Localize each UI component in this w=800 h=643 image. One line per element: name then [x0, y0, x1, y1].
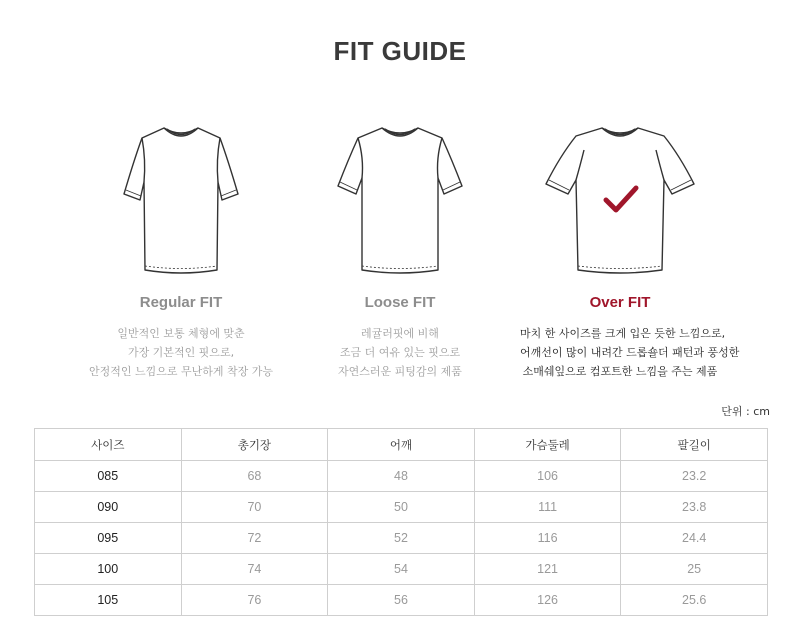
- fit-over: [520, 120, 740, 381]
- fit-desc-line: 자연스러운 피팅감의 제품: [338, 365, 462, 378]
- cell-chest: 116: [474, 523, 621, 554]
- fit-desc-loose: [300, 324, 500, 381]
- fit-desc-line: 가장 기본적인 핏으로,: [127, 346, 235, 359]
- cell-shoulder: 56: [328, 585, 475, 616]
- cell-length: 70: [181, 492, 328, 523]
- cell-length: 72: [181, 523, 328, 554]
- regular-tshirt-icon: [116, 120, 246, 280]
- unit-label: 단위 : cm: [721, 405, 770, 418]
- over-tshirt-icon: [540, 120, 700, 280]
- cell-sleeve: 23.2: [621, 461, 768, 492]
- fit-regular: [81, 120, 281, 381]
- header-size: 사이즈: [35, 429, 182, 461]
- cell-size: 100: [35, 554, 182, 585]
- cell-chest: 121: [474, 554, 621, 585]
- cell-chest: 106: [474, 461, 621, 492]
- header-chest: 가슴둘레: [474, 429, 621, 461]
- table-row: [35, 585, 768, 616]
- table-header-row: [35, 429, 768, 461]
- fit-desc-line: 안정적인 느낌으로 무난하게 착장 가능: [88, 365, 273, 378]
- table-row: [35, 523, 768, 554]
- cell-shoulder: 54: [328, 554, 475, 585]
- cell-sleeve: 24.4: [621, 523, 768, 554]
- cell-chest: 126: [474, 585, 621, 616]
- fit-desc-regular: [81, 324, 281, 381]
- header-shoulder: 어깨: [328, 429, 475, 461]
- cell-size: 105: [35, 585, 182, 616]
- table-row: [35, 492, 768, 523]
- fit-desc-over: [520, 324, 740, 381]
- table-row: [35, 554, 768, 585]
- header-sleeve: 팔길이: [621, 429, 768, 461]
- size-table: [34, 428, 768, 616]
- cell-length: 68: [181, 461, 328, 492]
- page-title: FIT GUIDE: [333, 36, 467, 66]
- fit-desc-line: 조금 더 여유 있는 핏으로: [339, 346, 461, 359]
- cell-chest: 111: [474, 492, 621, 523]
- cell-size: 090: [35, 492, 182, 523]
- cell-length: 76: [181, 585, 328, 616]
- fit-desc-line: 일반적인 보통 체형에 맞춘: [117, 327, 245, 340]
- fit-desc-line: 레귤러핏에 비해: [361, 327, 439, 340]
- fit-desc-line: 마치 한 사이즈를 크게 입은 듯한 느낌으로,: [520, 327, 726, 340]
- cell-shoulder: 50: [328, 492, 475, 523]
- cell-sleeve: 25: [621, 554, 768, 585]
- table-row: [35, 461, 768, 492]
- fit-desc-line: 어깨선이 많이 내려간 드롭숄더 패턴과 풍성한: [520, 346, 740, 359]
- cell-size: 095: [35, 523, 182, 554]
- loose-tshirt-icon: [330, 120, 470, 280]
- fit-loose: [300, 120, 500, 381]
- cell-length: 74: [181, 554, 328, 585]
- cell-size: 085: [35, 461, 182, 492]
- fit-desc-line: 소매쉐잎으로 컴포트한 느낌을 주는 제품: [522, 365, 718, 378]
- fit-name-regular: Regular FIT: [139, 294, 223, 311]
- cell-shoulder: 48: [328, 461, 475, 492]
- cell-sleeve: 23.8: [621, 492, 768, 523]
- fit-name-over: Over FIT: [589, 294, 651, 311]
- header-length: 총기장: [181, 429, 328, 461]
- cell-shoulder: 52: [328, 523, 475, 554]
- fit-name-loose: Loose FIT: [364, 294, 436, 311]
- cell-sleeve: 25.6: [621, 585, 768, 616]
